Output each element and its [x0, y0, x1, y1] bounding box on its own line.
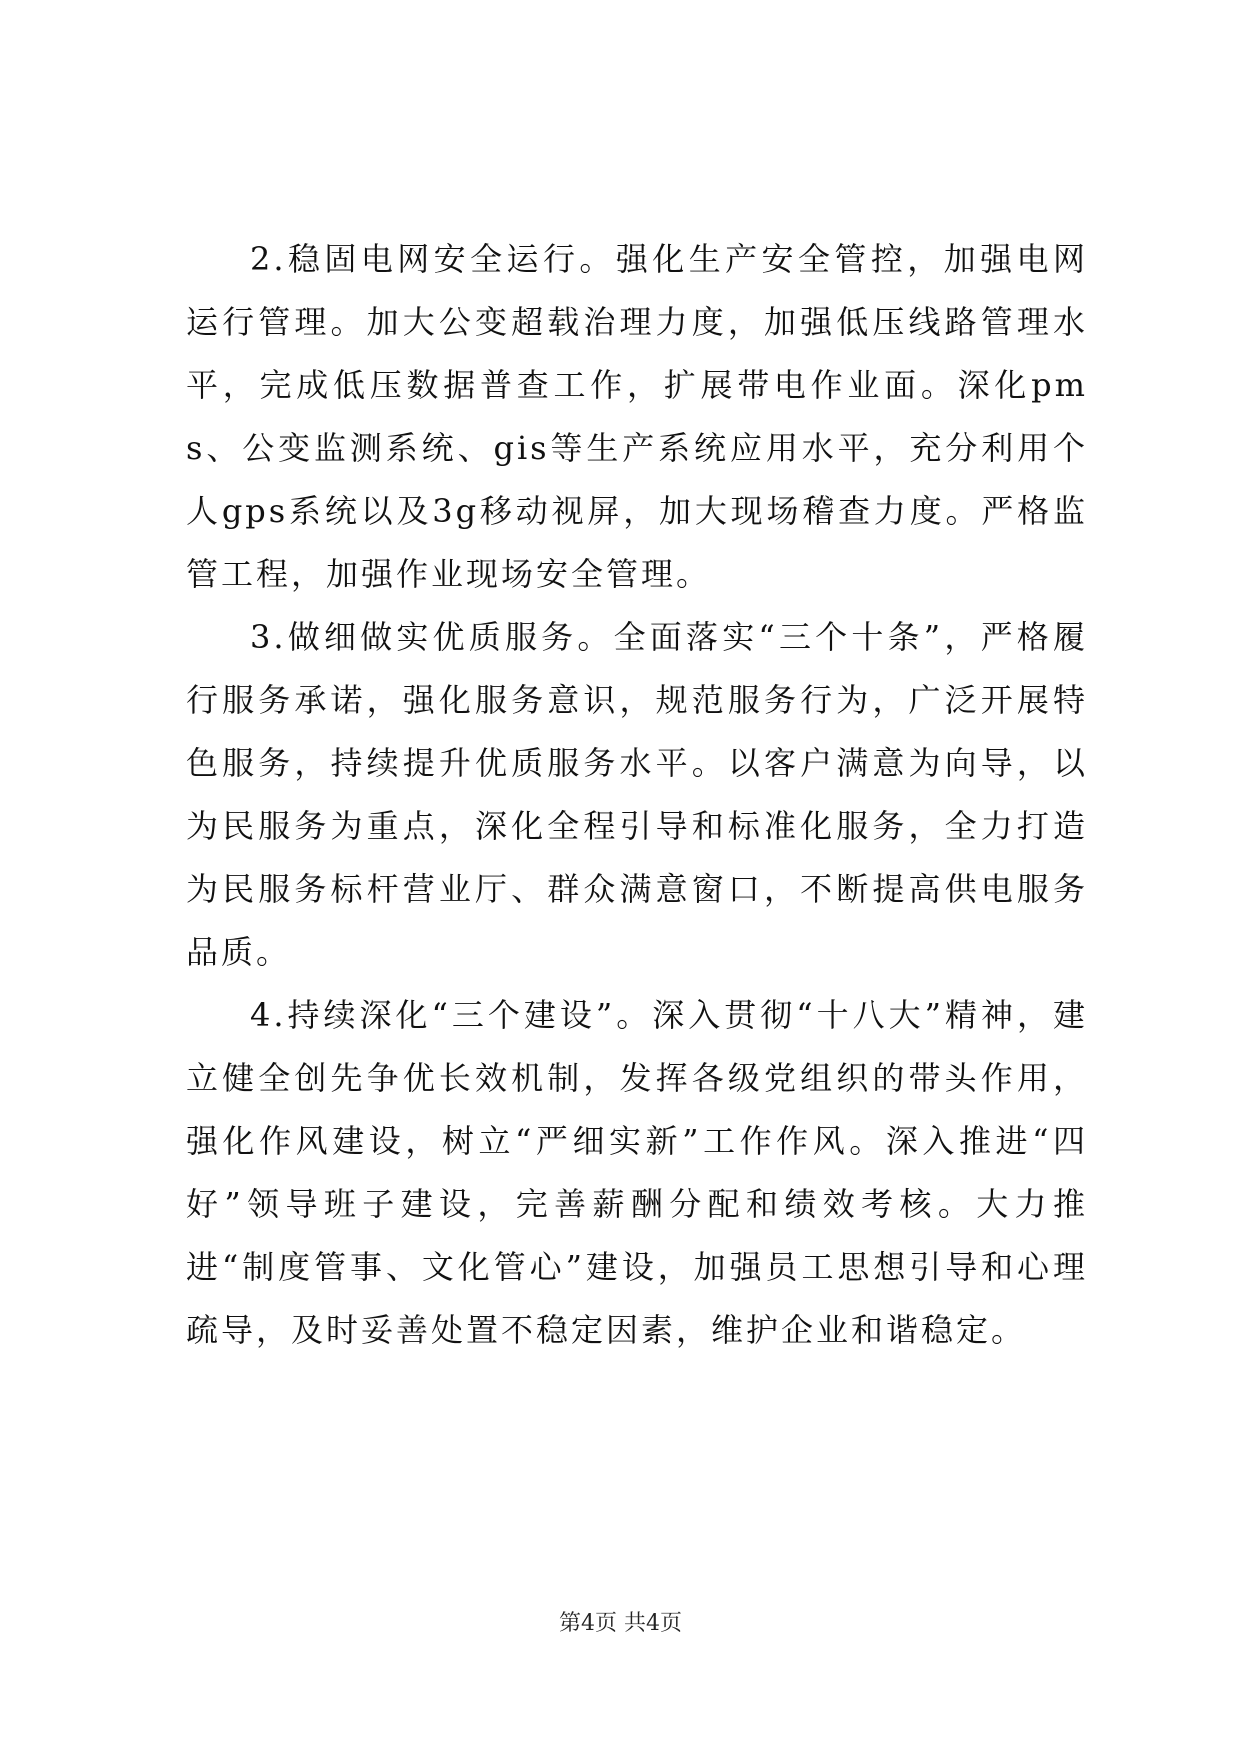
document-body [186, 228, 1088, 1362]
paragraph-three-constructions: 4.持续深化“三个建设”。深入贯彻“十八大”精神，建立健全创先争优长效机制，发挥各级党组织的带头作用，强化作风建设，树立“严细实新”工作作风。深入推进“四好”领导班子建设，完善薪酬分配和绩效考核。大力推进“制度管事、文化管心”建设，加强员工思想引导和心理疏导，及时妥善处置不稳定因素，维护企业和谐稳定。 [186, 996, 1088, 1349]
paragraph-quality-service: 3.做细做实优质服务。全面落实“三个十条”，严格履行服务承诺，强化服务意识，规范服务行为，广泛开展特色服务，持续提升优质服务水平。以客户满意为向导，以为民服务为重点，深化全程引导和标准化服务，全力打造为民服务标杆营业厅、群众满意窗口，不断提高供电服务品质。 [186, 618, 1088, 971]
paragraph-grid-operation: 2.稳固电网安全运行。强化生产安全管控，加强电网运行管理。加大公变超载治理力度，加强低压线路管理水平，完成低压数据普查工作，扩展带电作业面。深化pms、公变监测系统、gis等生产系统应用水平，充分利用个人gps系统以及3g移动视屏，加大现场稽查力度。严格监管工程，加强作业现场安全管理。 [186, 240, 1088, 593]
page-number-footer: 第4页 共4页 [559, 1611, 682, 1636]
